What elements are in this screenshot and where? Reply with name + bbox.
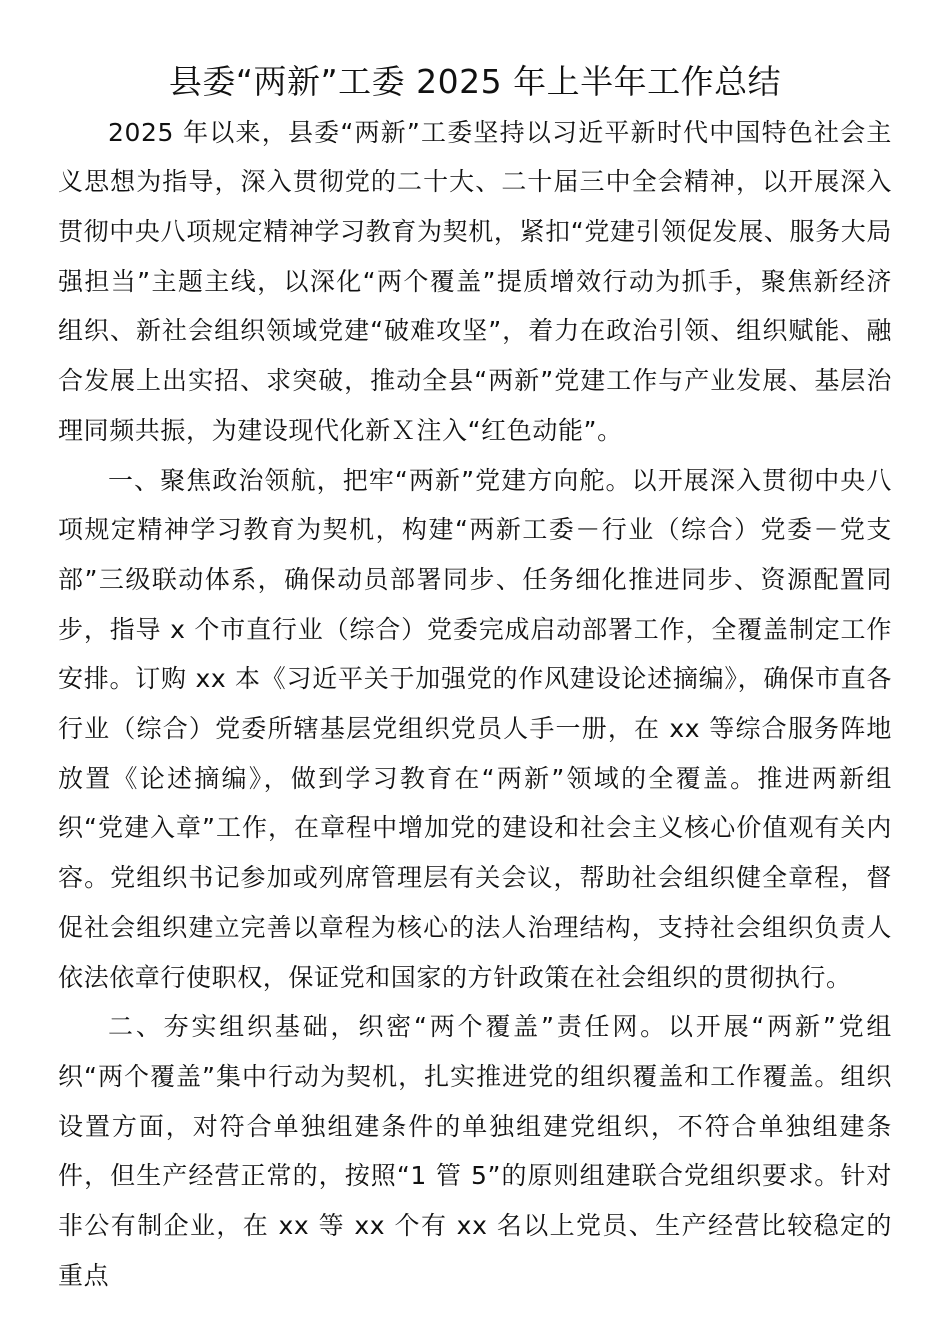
- paragraph-section-two: 二、夯实组织基础，织密“两个覆盖”责任网。以开展“两新”党组织“两个覆盖”集中行动为契机，扎实推进党的组织覆盖和工作覆盖。组织设置方面，对符合单独组建条件的单独组建党组织，不符合单独组建条件，但生产经营正常的，按照“1 管 5”的原则组建联合党组织要求。针对非公有制企业，在 xx 等 xx 个有 xx 名以上党员、生产经营比较稳定的重点: [58, 1012, 892, 1290]
- paragraph-intro: 2025 年以来，县委“两新”工委坚持以习近平新时代中国特色社会主义思想为指导，深入贯彻党的二十大、二十届三中全会精神，以开展深入贯彻中央八项规定精神学习教育为契机，紧扣“党建引领促发展、服务大局强担当”主题主线，以深化“两个覆盖”提质增效行动为抓手，聚焦新经济组织、新社会组织领域党建“破难攻坚”，着力在政治引领、组织赋能、融合发展上出实招、求突破，推动全县“两新”党建工作与产业发展、基层治理同频共振，为建设现代化新Ｘ注入“红色动能”。: [58, 117, 892, 445]
- paragraph-section-one: 一、聚焦政治领航，把牢“两新”党建方向舵。以开展深入贯彻中央八项规定精神学习教育为契机，构建“两新工委－行业（综合）党委－党支部”三级联动体系，确保动员部署同步、任务细化推进同步、资源配置同步，指导 x 个市直行业（综合）党委完成启动部署工作，全覆盖制定工作安排。订购 xx 本《习近平关于加强党的作风建设论述摘编》，确保市直各行业（综合）党委所辖基层党组织党员人手一册，在 xx 等综合服务阵地放置《论述摘编》，做到学习教育在“两新”领域的全覆盖。推进两新组织“党建入章”工作，在章程中增加党的建设和社会主义核心价值观有关内容。党组织书记参加或列席管理层有关会议，帮助社会组织健全章程，督促社会组织建立完善以章程为核心的法人治理结构，支持社会组织负责人依法依章行使职权，保证党和国家的方针政策在社会组织的贯彻执行。: [58, 465, 892, 992]
- document-title: 县委“两新”工委 2025 年上半年工作总结: [168, 62, 782, 101]
